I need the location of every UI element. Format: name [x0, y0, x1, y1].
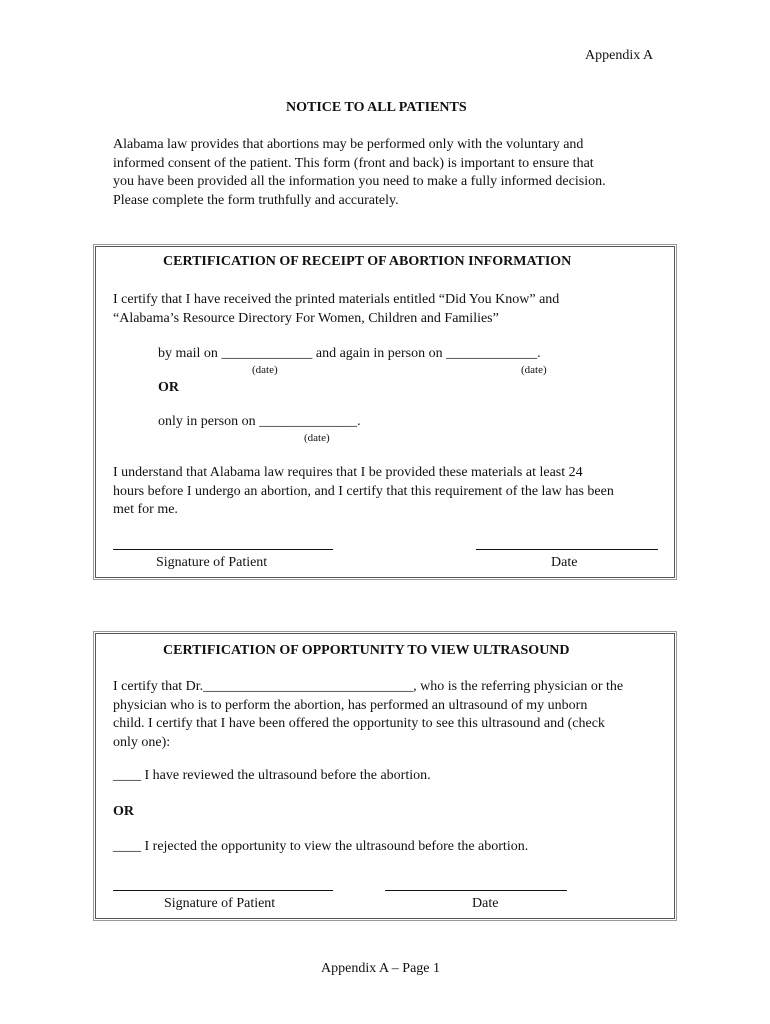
- patient-signature-label: Signature of Patient: [164, 896, 276, 911]
- ultrasound-certify-line: I certify that Dr.______________________________, who is the referring physician or the: [113, 679, 624, 694]
- intro-line: Alabama law provides that abortions may be performed only with the voluntary and: [113, 137, 584, 152]
- only-in-person-date-caption: (date): [304, 432, 330, 444]
- receipt-certify-line: “Alabama’s Resource Directory For Women, Children and Families”: [113, 310, 499, 326]
- receipt-understand-line: I understand that Alabama law requires that I be provided these materials at least 24: [113, 465, 583, 480]
- only-in-person-date-field[interactable]: only in person on ______________.: [158, 414, 361, 429]
- page-footer: Appendix A – Page 1: [321, 961, 440, 976]
- patient-signature-line[interactable]: [113, 549, 333, 550]
- page-title: NOTICE TO ALL PATIENTS: [286, 100, 467, 115]
- ultrasound-section-heading: CERTIFICATION OF OPPORTUNITY TO VIEW ULTRASOUND: [163, 643, 570, 658]
- intro-line: informed consent of the patient. This form (front and back) is important to ensure that: [113, 155, 594, 171]
- ultrasound-certify-line: only one):: [113, 734, 171, 750]
- intro-paragraph: [113, 136, 606, 210]
- date-label: Date: [472, 896, 499, 911]
- receipt-understand-line: hours before I undergo an abortion, and I certify that this requirement of the law has been: [113, 483, 614, 499]
- or-separator: OR: [113, 804, 134, 819]
- date-signature-line[interactable]: [476, 549, 658, 550]
- rejected-ultrasound-option[interactable]: ____ I rejected the opportunity to view the ultrasound before the abortion.: [113, 839, 529, 854]
- appendix-label: Appendix A: [585, 48, 654, 63]
- receipt-section-heading: CERTIFICATION OF RECEIPT OF ABORTION INFORMATION: [163, 254, 572, 269]
- ultrasound-certify-line: child. I certify that I have been offered the opportunity to see this ultrasound and (check: [113, 716, 605, 731]
- intro-line: you have been provided all the information you need to make a fully informed decision.: [113, 174, 606, 189]
- mail-date-caption: (date): [252, 364, 278, 376]
- receipt-certify-line: I certify that I have received the printed materials entitled “Did You Know” and: [113, 292, 560, 307]
- ultrasound-certify-text: [113, 678, 623, 752]
- by-mail-date-fields[interactable]: by mail on _____________ and again in person on _____________.: [158, 346, 541, 361]
- patient-signature-line[interactable]: [113, 890, 333, 891]
- in-person-date-caption: (date): [521, 364, 547, 376]
- reviewed-ultrasound-option[interactable]: ____ I have reviewed the ultrasound before the abortion.: [113, 768, 431, 783]
- receipt-understand-text: [113, 464, 614, 520]
- date-label: Date: [551, 555, 578, 570]
- or-separator: OR: [158, 380, 179, 395]
- intro-line: Please complete the form truthfully and accurately.: [113, 192, 399, 208]
- patient-signature-label: Signature of Patient: [156, 555, 268, 570]
- receipt-understand-line: met for me.: [113, 502, 178, 517]
- date-signature-line[interactable]: [385, 890, 567, 891]
- receipt-certify-text: [113, 291, 559, 328]
- ultrasound-certify-line: physician who is to perform the abortion, has performed an ultrasound of my unborn: [113, 697, 588, 713]
